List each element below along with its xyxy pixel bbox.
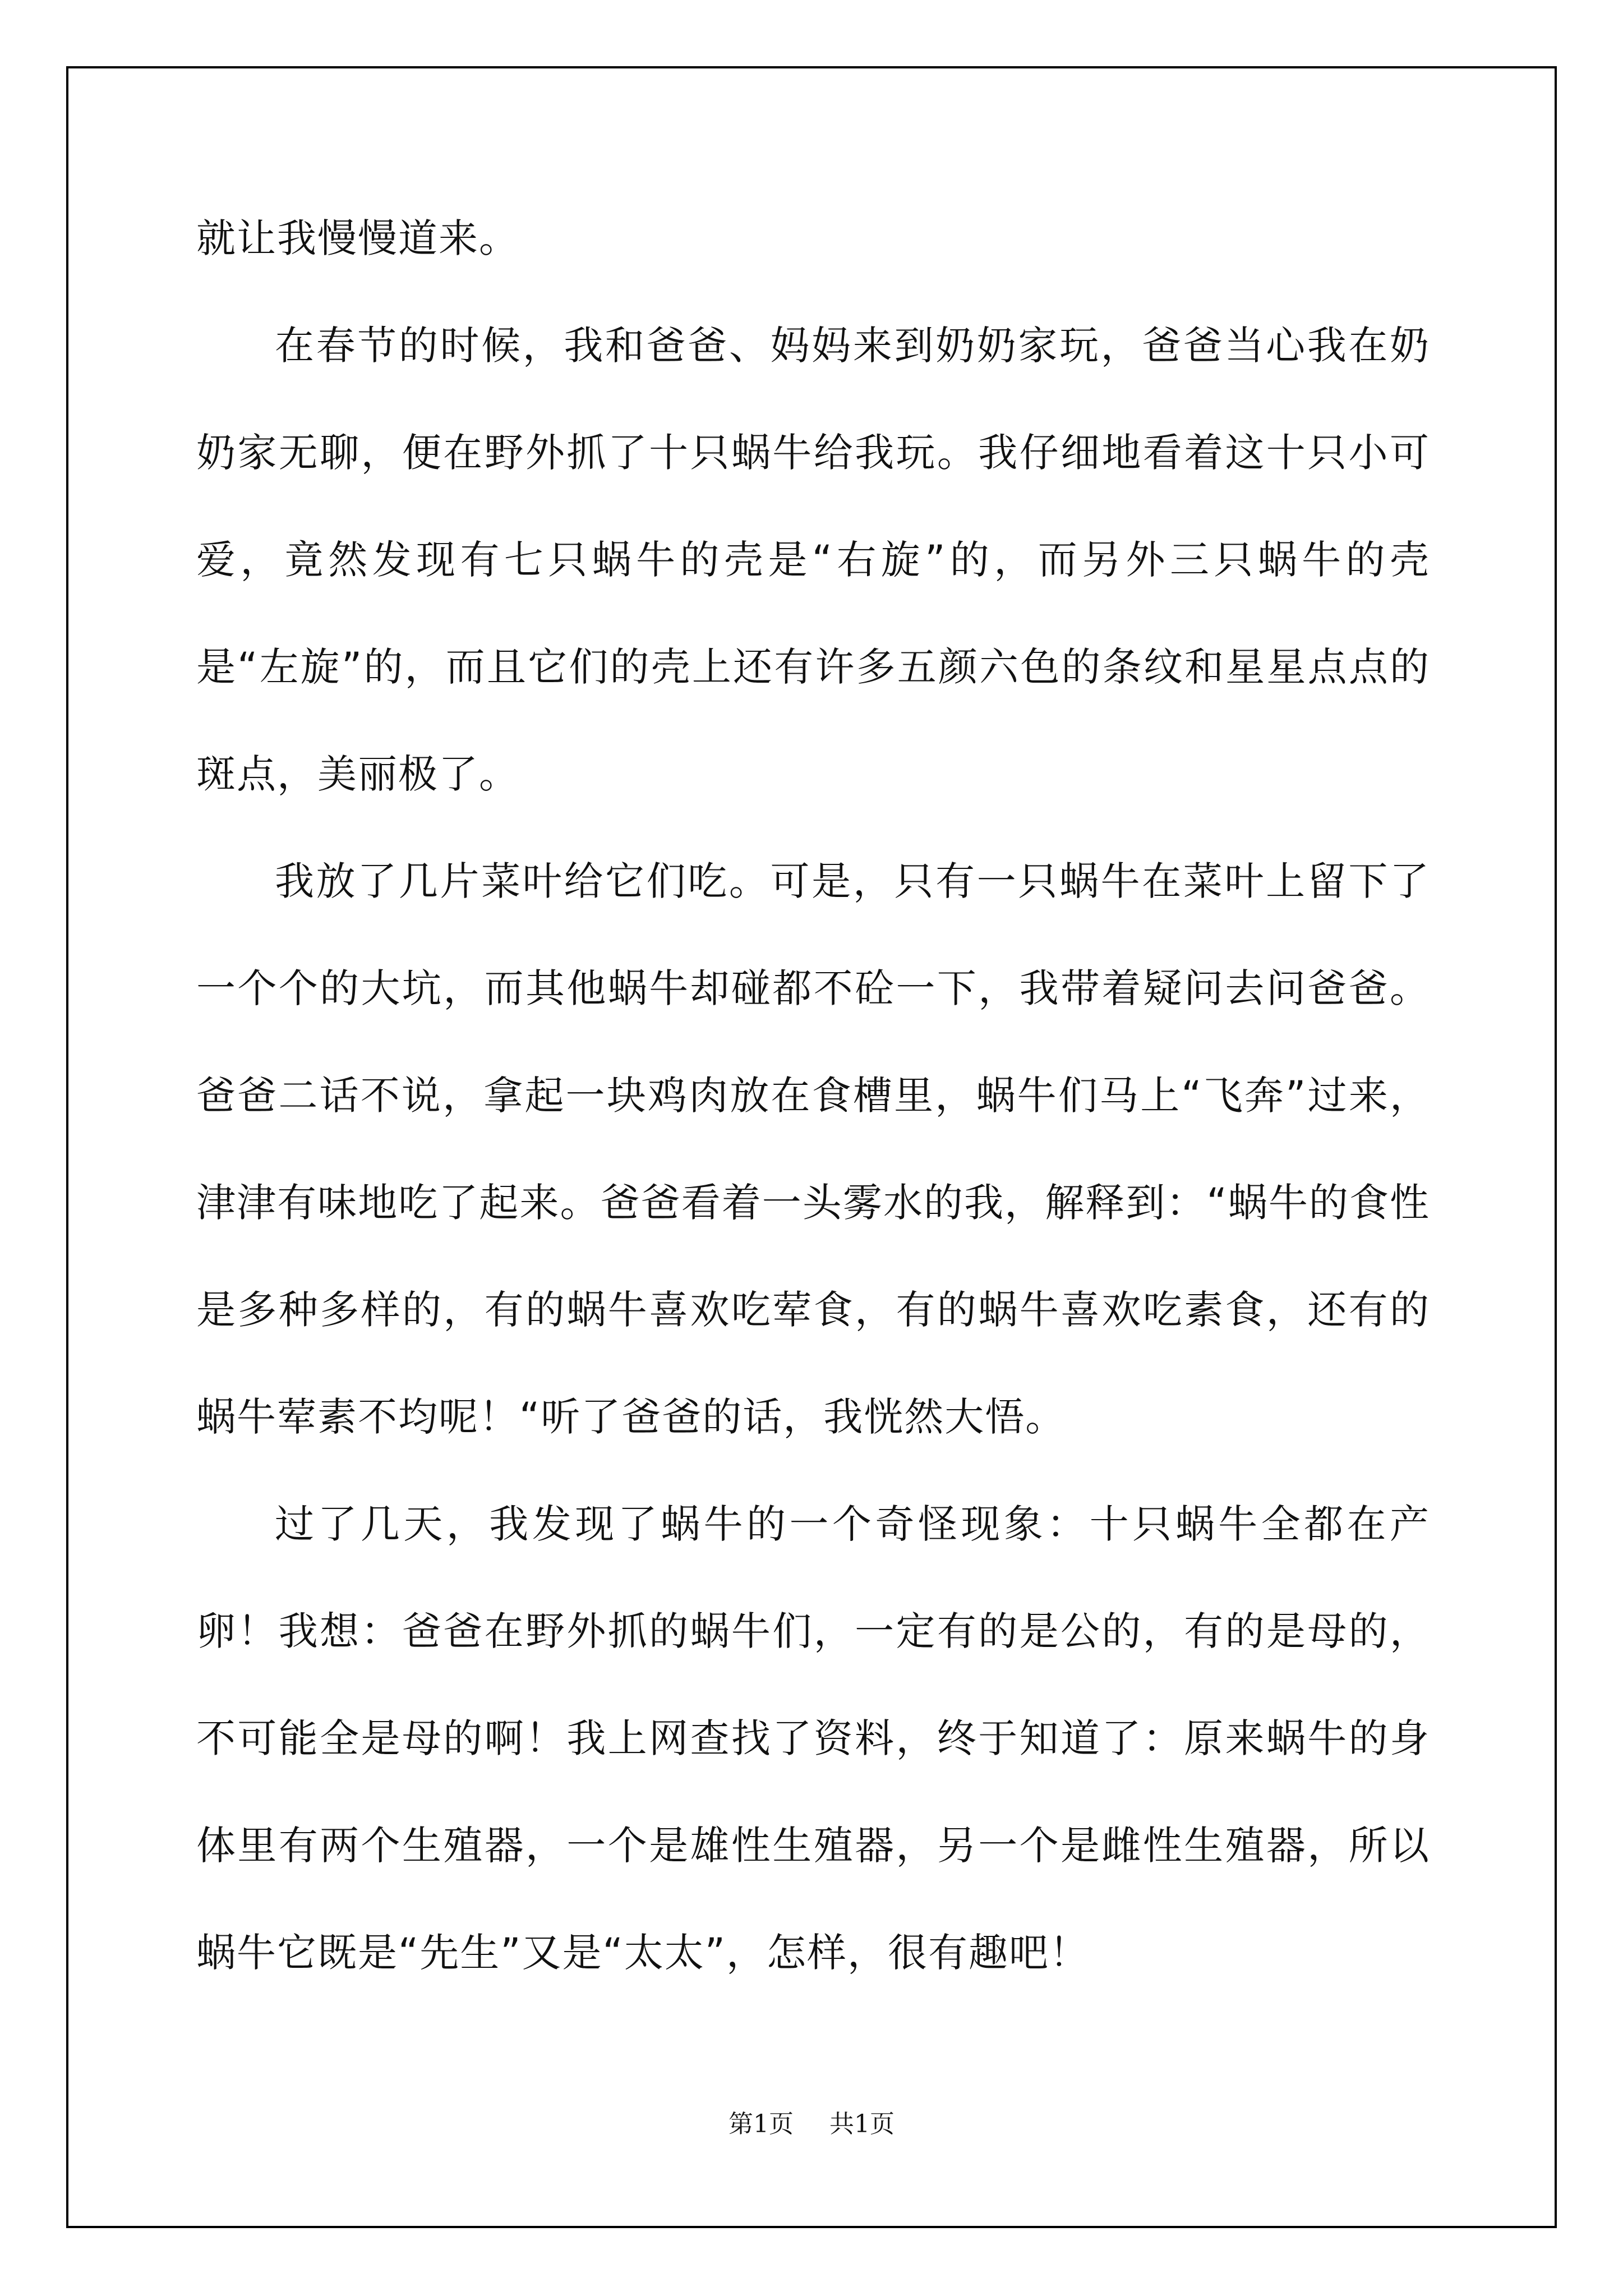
document-body	[196, 185, 1430, 2007]
paragraph-1: 就让我慢慢道来。	[196, 215, 519, 261]
paragraph-4: 过了几天，我发现了蜗牛的一个奇怪现象：十只蜗牛全都在产卵！我想：爸爸在野外抓的蜗牛们，一定有的是公的，有的是母的，不可能全是母的啊！我上网查找了资料，终于知道了：原来蜗牛的身体里有两个生殖器，一个是雄性生殖器，另一个是雌性生殖器，所以蜗牛它既是“先生”又是“太太”，怎样，很有趣吧！	[196, 1501, 1430, 1976]
page-footer	[0, 2104, 1623, 2139]
page-number: 第1页	[728, 2110, 794, 2138]
paragraph-3: 我放了几片菜叶给它们吃。可是，只有一只蜗牛在菜叶上留下了一个个的大坑，而其他蜗牛却碰都不砼一下，我带着疑问去问爸爸。爸爸二话不说，拿起一块鸡肉放在食槽里，蜗牛们马上“飞奔”过来，津津有味地吃了起来。爸爸看着一头雾水的我，解释到：“蜗牛的食性是多种多样的，有的蜗牛喜欢吃荤食，有的蜗牛喜欢吃素食，还有的蜗牛荤素不均呢！“听了爸爸的话，我恍然大悟。	[196, 858, 1430, 1440]
page-count: 共1页	[829, 2110, 895, 2138]
paragraph-2: 在春节的时候，我和爸爸、妈妈来到奶奶家玩，爸爸当心我在奶奶家无聊，便在野外抓了十只蜗牛给我玩。我仔细地看着这十只小可爱，竟然发现有七只蜗牛的壳是“右旋”的，而另外三只蜗牛的壳是“左旋”的，而且它们的壳上还有许多五颜六色的条纹和星星点点的斑点，美丽极了。	[196, 323, 1430, 797]
